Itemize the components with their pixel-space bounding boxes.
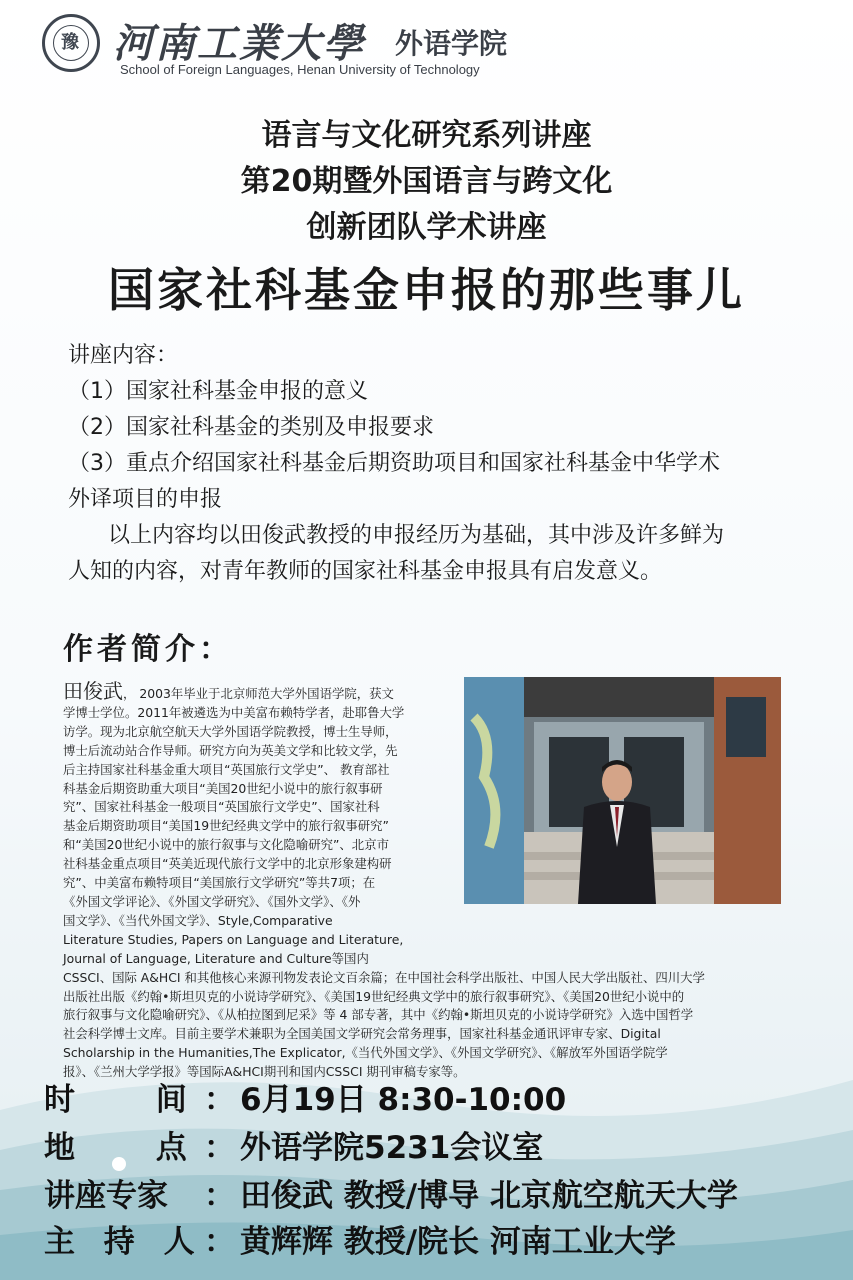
info-place <box>44 1122 543 1167</box>
bio-line: 2003年毕业于北京师范大学外国语学院，获文 <box>139 686 394 701</box>
content-summary: 人知的内容，对青年教师的国家社科基金申报具有启发意义。 <box>68 559 663 584</box>
colon: ： <box>204 1178 235 1214</box>
bio-line: 社科基金重点项目“英美近现代旅行文学中的北京形象建构研 <box>63 856 392 872</box>
seal-mark-icon: 豫 <box>61 32 79 53</box>
bio-line: 科基金后期资助重大项目“美国20世纪小说中的旅行叙事研 <box>63 780 383 796</box>
author-name: 田俊武 <box>63 679 123 703</box>
host-label: 主 持 人 <box>44 1224 195 1260</box>
bio-line: 学博士学位。2011年被遴选为中美富布赖特学者，赴耶鲁大学 <box>63 704 405 720</box>
speaker-value: 田俊武 教授/博导 北京航空航天大学 <box>240 1178 738 1214</box>
content-item: 外译项目的申报 <box>68 487 223 512</box>
bio-line: 访学。现为北京航空航天大学外国语学院教授，博士生导师， <box>63 723 398 739</box>
host-value: 黄辉辉 教授/院长 河南工业大学 <box>240 1224 676 1260</box>
department-name-en: School of Foreign Languages, Henan University of Technology <box>120 62 480 77</box>
series-title-line3: 创新团队学术讲座 <box>306 210 547 245</box>
series-title-line1: 语言与文化研究系列讲座 <box>261 118 592 153</box>
bio-line: 博士后流动站合作导师。研究方向为英美文学和比较文学，先 <box>63 742 398 758</box>
content-item: （2）国家社科基金的类别及申报要求 <box>68 415 434 440</box>
speaker-label: 讲座专家 <box>44 1178 168 1214</box>
bio-line: 国文学》、《当代外国文学》、Style,Comparative <box>63 912 333 928</box>
colon: ： <box>204 1130 235 1166</box>
colon: ： <box>204 1082 235 1118</box>
bio-line: 和“美国20世纪小说中的旅行叙事与文化隐喻研究”、北京市 <box>63 837 389 853</box>
lecture-content <box>68 338 788 590</box>
content-item: （1）国家社科基金申报的意义 <box>68 379 368 404</box>
bio-line: 究”、国家社科基金一般项目“英国旅行文学史”、国家社科 <box>63 799 380 815</box>
bio-line: 社会科学博士文库。目前主要学术兼职为全国美国文学研究会常务理事，国家社科基金通讯评审专家、Digital <box>63 1026 661 1042</box>
bio-line: Literature Studies, Papers on Language and Literature, <box>63 931 404 947</box>
bio-line: 《外国文学评论》、《外国文学研究》、《国外文学》、《外 <box>63 893 361 909</box>
time-value: 6月19日 8:30-10:00 <box>240 1082 567 1118</box>
bio-line: 究”、中美富布赖特项目“美国旅行文学研究”等共7项；在 <box>63 875 376 891</box>
bio-line: 出版社出版《约翰•斯坦贝克的小说诗学研究》、《美国19世纪经典文学中的旅行叙事研究》、《美国20世纪小说中的 <box>63 988 685 1004</box>
lecture-title: 国家社科基金申报的那些事儿 <box>108 263 745 317</box>
place-label: 地 点 <box>44 1130 187 1166</box>
bio-line: CSSCI、国际 A&HCI 和其他核心来源刊物发表论文百余篇；在中国社会科学出版社、中国人民大学出版社、四川大学 <box>63 969 705 985</box>
info-speaker <box>44 1170 738 1215</box>
bio-line: Scholarship in the Humanities,The Explicator,《当代外国文学》、《外国文学研究》、《解放军外国语学院学 <box>63 1045 668 1061</box>
bio-line: 基金后期资助项目“美国19世纪经典文学中的旅行叙事研究” <box>63 818 389 834</box>
university-name-cn: 河南工業大學 <box>113 20 365 67</box>
time-label: 时 间 <box>44 1082 187 1118</box>
author-bio: 田俊武， 2003年毕业于北京师范大学外国语学院，获文 学博士学位。2011年被遴选为中美富布赖特学者，赴耶鲁大学 访学。现为北京航空航天大学外国语学院教授，博士生导师， 博士后流动站合作导师。研究方向为英美文学和比较文学，先 后主持国家社科基金重大项目“英国旅行文学史”、 教育部社 科基金后期资助重大项目“美国20世纪小说中的旅行叙事研 究”、国家社科基金一般项目“英国旅行文学史”、国家社科 基金后期资助项目“美国19世纪经典文学中的旅行叙事研究” 和“美国20世纪小说中的旅行叙事与文化隐喻研究”、北京市 社科基金重点项目“英美近现代旅行文学中的北京形象建构研 究”、中美富布赖特项目“美国旅行文学研究”等共7项；在 《外国文学评论》、《外国文学研究》、《国外文学》、《外 国文学》、《当代外国文学》、Style,Comparative Literature Studies, Papers on Language and Literature, Journal of Language, Literature and Culture等国内 CSSCI、国际 A&HCI 和其他核心来源刊物发表论文百余篇；在中国社会科学出版社、中国人民大学出版社、四川大学 出版社出版《约翰•斯坦贝克的小说诗学研究》、《美国19世纪经典文学中的旅行叙事研究》、《美国20世纪小说中的 旅行叙事与文化隐喻研究》、《从柏拉图到尼采》等 4 部专著，其中《约翰•斯坦贝克的小说诗学研究》入选中国哲学 社会科学博士文库。目前主要学术兼职为全国美国文学研究会常务理事，国家社科基金通讯评审专家、Digital Scholarship in the Humanities,The Explicator,《当代外国文学》、《外国文学研究》、《解放军外国语学院学 报》、《兰州大学学报》等国际A&HCI期刊和国内CSSCI 期刊审稿专家等。 <box>63 682 705 1082</box>
series-title-line2: 第20期暨外国语言与跨文化 <box>240 164 613 199</box>
bio-line: 报》、《兰州大学学报》等国际A&HCI期刊和国内CSSCI 期刊审稿专家等。 <box>63 1064 466 1080</box>
bio-line: 后主持国家社科基金重大项目“英国旅行文学史”、 教育部社 <box>63 761 390 777</box>
content-summary: 以上内容均以田俊武教授的申报经历为基础，其中涉及许多鲜为 <box>108 523 725 548</box>
department-name-cn: 外语学院 <box>395 27 508 60</box>
content-item: （3）重点介绍国家社科基金后期资助项目和国家社科基金中华学术 <box>68 451 720 476</box>
colon: ： <box>204 1224 235 1260</box>
place-value: 外语学院5231会议室 <box>240 1130 544 1166</box>
info-time <box>44 1074 566 1119</box>
bio-line: 旅行叙事与文化隐喻研究》、《从柏拉图到尼采》等 4 部专著，其中《约翰•斯坦贝克的小说诗学研究》入选中国哲学 <box>63 1007 694 1023</box>
content-heading: 讲座内容： <box>68 343 179 368</box>
university-seal-logo <box>42 14 100 72</box>
info-host <box>44 1216 676 1261</box>
author-heading: 作者简介： <box>63 632 233 667</box>
bio-line: Journal of Language, Literature and Culture等国内 <box>63 950 369 966</box>
